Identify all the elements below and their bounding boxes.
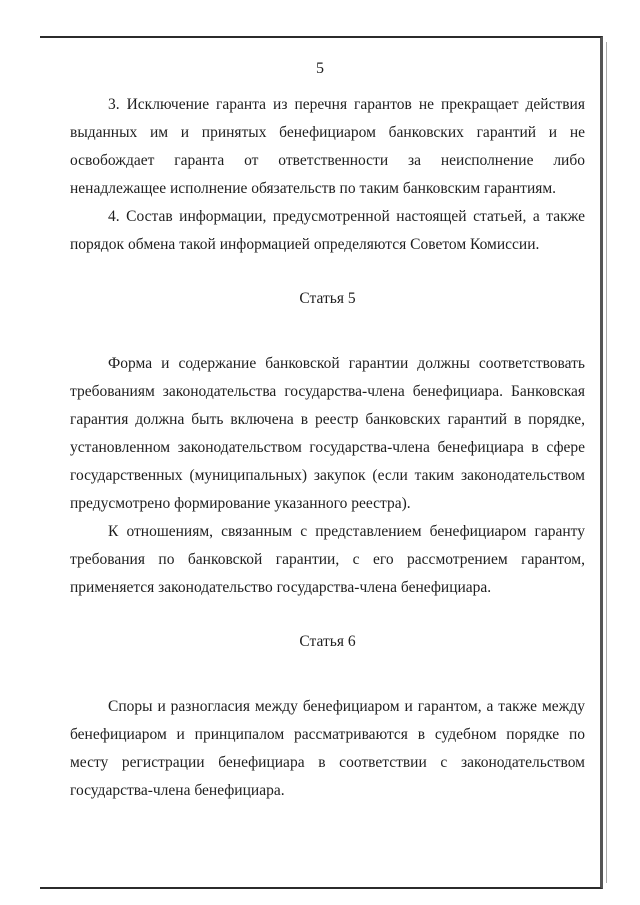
paragraph-3: 3. Исключение гаранта из перечня гарантов не прекращает действия выданных им и принятых бенефициаром банковских гарантий и не освобождает гаранта от ответственности за неисполнение либо ненадлежащее исполнение обязательств по таким банковским гарантиям. <box>70 96 585 197</box>
article-5-heading: Статья 5 <box>299 290 356 307</box>
article-6-heading: Статья 6 <box>299 633 356 650</box>
article-5-paragraph-1: Форма и содержание банковской гарантии должны соответствовать требованиям законодательства государства-члена бенефициара. Банковская гарантия должна быть включена в реестр банковских гарантий в порядке, установленном законодательством государства-члена бенефициара в сфере государственных (муниципальных) закупок (если таким законодательством предусмотрено формирование указанного реестра). <box>70 355 585 512</box>
document-body <box>70 91 585 805</box>
article-6-paragraph-1: Споры и разногласия между бенефициаром и гарантом, а также между бенефициаром и принципалом рассматриваются в судебном порядке по месту регистрации бенефициара в соответствии с законодательством государства-члена бенефициара. <box>70 698 585 799</box>
article-5-paragraph-2: К отношениям, связанным с представлением бенефициаром гаранту требования по банковской гарантии, с его рассмотрением гарантом, применяется законодательство государства-члена бенефициара. <box>70 523 585 596</box>
paragraph-4: 4. Состав информации, предусмотренной настоящей статьей, а также порядок обмена такой информацией определяются Советом Комиссии. <box>70 208 585 253</box>
page-number: 5 <box>316 60 324 77</box>
